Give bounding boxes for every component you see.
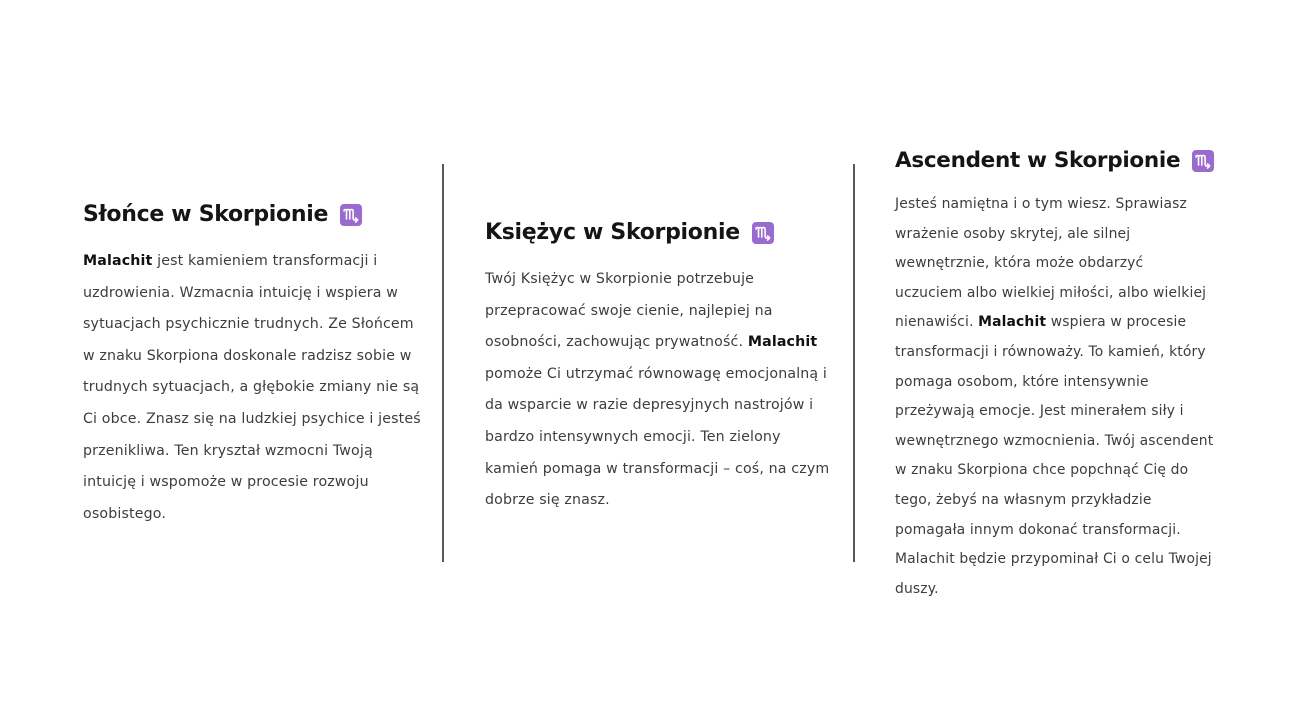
moon-in-scorpio-title: Księżyc w Skorpionie: [485, 220, 740, 245]
moon-in-scorpio-heading: [485, 218, 830, 248]
sun-in-scorpio-heading: [83, 200, 428, 230]
moon-in-scorpio-text-before: Twój Księżyc w Skorpionie potrzebuje przepracować swoje cienie, najlepiej na osobności, zachowując prywatność.: [485, 271, 773, 351]
ascendant-in-scorpio-title: Ascendent w Skorpionie: [895, 148, 1181, 173]
malachite-bold: Malachit: [83, 253, 153, 269]
moon-in-scorpio-column: [485, 218, 830, 517]
ascendant-in-scorpio-text-after: wspiera w procesie transformacji i równoważy. To kamień, który pomaga osobom, które intensywnie przeżywają emocje. Jest minerałem siły i wewnętrznego wzmocnienia. Twój ascendent w znaku Skorpiona chce popchnąć Cię do tego, żebyś na własnym przykładzie pomagała innym dokonać transformacji. Malachit będzie przypominał Ci o celu Twojej duszy.: [895, 314, 1214, 597]
ascendant-in-scorpio-description: [895, 190, 1215, 604]
sun-in-scorpio-column: [83, 200, 428, 530]
scorpio-zodiac-icon: [1192, 150, 1214, 172]
malachite-bold: Malachit: [978, 314, 1047, 331]
ascendant-in-scorpio-column: [895, 146, 1215, 604]
malachite-bold: Malachit: [747, 334, 818, 351]
scorpio-zodiac-icon: [752, 222, 774, 244]
column-divider: [442, 164, 444, 562]
sun-in-scorpio-text: jest kamieniem transformacji i uzdrowienia. Wzmacnia intuicję i wspiera w sytuacjach psychicznie trudnych. Ze Słońcem w znaku Skorpiona doskonale radzisz sobie w trudnych sytuacjach, a głębokie zmiany nie są Ci obce. Znasz się na ludzkiej psychice i jesteś przenikliwa. Ten kryształ wzmocni Twoją intuicję i wspomoże w procesie rozwoju osobistego.: [83, 253, 421, 522]
moon-in-scorpio-text-after: pomoże Ci utrzymać równowagę emocjonalną i da wsparcie w razie depresyjnych nastrojów i bardzo intensywnych emocji. Ten zielony kamień pomaga w transformacji – coś, na czym dobrze się znasz.: [485, 365, 830, 509]
ascendant-in-scorpio-text-before: Jesteś namiętna i o tym wiesz. Sprawiasz wrażenie osoby skrytej, ale silnej wewnętrznie, która może obdarzyć uczuciem albo wielkiej miłości, albo wielkiej nienawiści.: [895, 196, 1207, 331]
sun-in-scorpio-description: [83, 246, 428, 530]
column-divider: [853, 164, 855, 562]
sun-in-scorpio-title: Słońce w Skorpionie: [83, 202, 329, 227]
moon-in-scorpio-description: [485, 264, 830, 517]
scorpio-zodiac-icon: [340, 204, 362, 226]
ascendant-in-scorpio-heading: [895, 146, 1215, 176]
